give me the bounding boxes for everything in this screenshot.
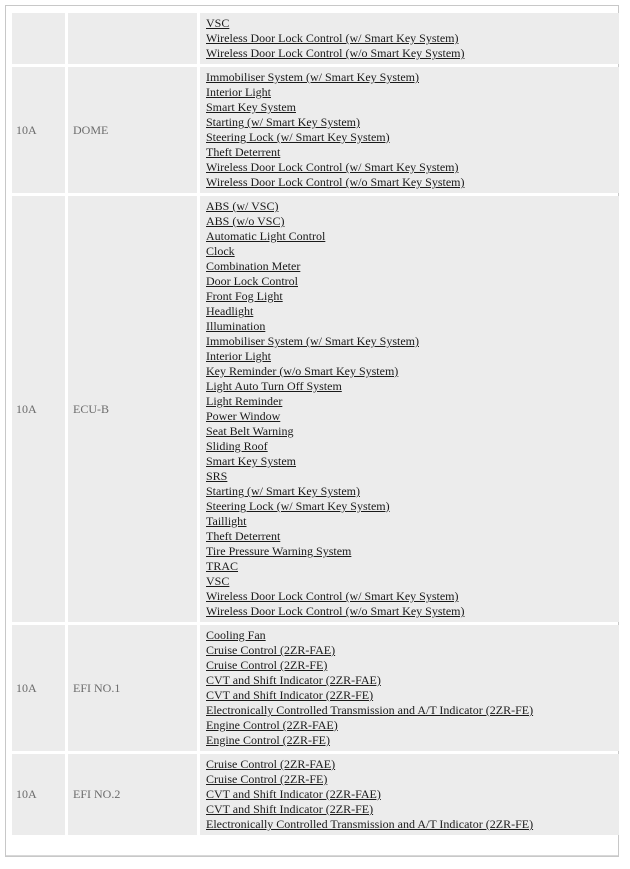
system-link[interactable]: Front Fog Light: [206, 289, 283, 303]
system-link[interactable]: Cruise Control (2ZR-FAE): [206, 757, 336, 771]
system-link[interactable]: Wireless Door Lock Control (w/ Smart Key System): [206, 31, 459, 45]
system-link[interactable]: Combination Meter: [206, 259, 301, 273]
system-link[interactable]: Wireless Door Lock Control (w/o Smart Key System): [206, 46, 465, 60]
system-link[interactable]: CVT and Shift Indicator (2ZR-FE): [206, 802, 374, 816]
affected-systems-cell: [200, 13, 619, 64]
system-link[interactable]: Cruise Control (2ZR-FAE): [206, 643, 336, 657]
system-link[interactable]: Light Auto Turn Off System: [206, 379, 342, 393]
system-link[interactable]: Seat Belt Warning: [206, 424, 294, 438]
system-link[interactable]: Electronically Controlled Transmission and A/T Indicator (2ZR-FE): [206, 703, 534, 717]
system-link[interactable]: TRAC: [206, 559, 239, 573]
system-link[interactable]: Sliding Roof: [206, 439, 268, 453]
system-link[interactable]: Starting (w/ Smart Key System): [206, 484, 360, 498]
system-link[interactable]: Cruise Control (2ZR-FE): [206, 772, 328, 786]
fuse-table-page: [5, 5, 619, 857]
system-link[interactable]: Wireless Door Lock Control (w/ Smart Key System): [206, 160, 459, 174]
affected-systems-cell: [200, 196, 619, 622]
system-link[interactable]: Cooling Fan: [206, 628, 266, 642]
system-link[interactable]: VSC: [206, 16, 230, 30]
affected-systems-cell: [200, 67, 619, 193]
system-link[interactable]: ABS (w/o VSC): [206, 214, 285, 228]
system-link[interactable]: Wireless Door Lock Control (w/o Smart Key System): [206, 604, 465, 618]
fuse-row: [12, 196, 619, 622]
system-link[interactable]: Tire Pressure Warning System: [206, 544, 352, 558]
system-link[interactable]: VSC: [206, 574, 230, 588]
system-link[interactable]: Smart Key System: [206, 100, 296, 114]
system-link[interactable]: Theft Deterrent: [206, 145, 281, 159]
system-link[interactable]: Clock: [206, 244, 235, 258]
system-link[interactable]: Wireless Door Lock Control (w/o Smart Key System): [206, 175, 465, 189]
fuse-amperage: 10A: [12, 67, 65, 193]
fuse-row: [12, 625, 619, 751]
system-link[interactable]: Engine Control (2ZR-FAE): [206, 718, 338, 732]
system-link[interactable]: Cruise Control (2ZR-FE): [206, 658, 328, 672]
fuse-row: [12, 13, 619, 64]
fuse-amperage: 10A: [12, 754, 65, 835]
system-link[interactable]: ABS (w/ VSC): [206, 199, 279, 213]
system-link[interactable]: Interior Light: [206, 349, 271, 363]
fuse-name: EFI NO.1: [68, 625, 197, 751]
affected-systems-cell: [200, 625, 619, 751]
system-link[interactable]: Immobiliser System (w/ Smart Key System): [206, 70, 419, 84]
system-link[interactable]: SRS: [206, 469, 228, 483]
system-link[interactable]: CVT and Shift Indicator (2ZR-FAE): [206, 673, 381, 687]
system-link[interactable]: Key Reminder (w/o Smart Key System): [206, 364, 399, 378]
system-link[interactable]: Door Lock Control: [206, 274, 298, 288]
system-link[interactable]: Immobiliser System (w/ Smart Key System): [206, 334, 419, 348]
system-link[interactable]: Theft Deterrent: [206, 529, 281, 543]
fuse-row: [12, 754, 619, 835]
fuse-name: [68, 13, 197, 64]
fuse-table: [9, 10, 622, 838]
fuse-amperage: 10A: [12, 625, 65, 751]
fuse-row: [12, 67, 619, 193]
page-bottom-divider: [6, 855, 618, 856]
fuse-amperage: 10A: [12, 196, 65, 622]
system-link[interactable]: Steering Lock (w/ Smart Key System): [206, 499, 390, 513]
system-link[interactable]: Illumination: [206, 319, 266, 333]
system-link[interactable]: Automatic Light Control: [206, 229, 326, 243]
system-link[interactable]: Taillight: [206, 514, 247, 528]
fuse-name: EFI NO.2: [68, 754, 197, 835]
system-link[interactable]: Smart Key System: [206, 454, 296, 468]
fuse-name: ECU-B: [68, 196, 197, 622]
system-link[interactable]: Wireless Door Lock Control (w/ Smart Key System): [206, 589, 459, 603]
system-link[interactable]: Steering Lock (w/ Smart Key System): [206, 130, 390, 144]
system-link[interactable]: Starting (w/ Smart Key System): [206, 115, 360, 129]
system-link[interactable]: Headlight: [206, 304, 254, 318]
system-link[interactable]: Interior Light: [206, 85, 271, 99]
system-link[interactable]: CVT and Shift Indicator (2ZR-FAE): [206, 787, 381, 801]
system-link[interactable]: Engine Control (2ZR-FE): [206, 733, 330, 747]
system-link[interactable]: Electronically Controlled Transmission and A/T Indicator (2ZR-FE): [206, 817, 534, 831]
fuse-name: DOME: [68, 67, 197, 193]
fuse-amperage: [12, 13, 65, 64]
system-link[interactable]: Power Window: [206, 409, 281, 423]
affected-systems-cell: [200, 754, 619, 835]
system-link[interactable]: CVT and Shift Indicator (2ZR-FE): [206, 688, 374, 702]
system-link[interactable]: Light Reminder: [206, 394, 283, 408]
fuse-table-body: [12, 13, 619, 835]
